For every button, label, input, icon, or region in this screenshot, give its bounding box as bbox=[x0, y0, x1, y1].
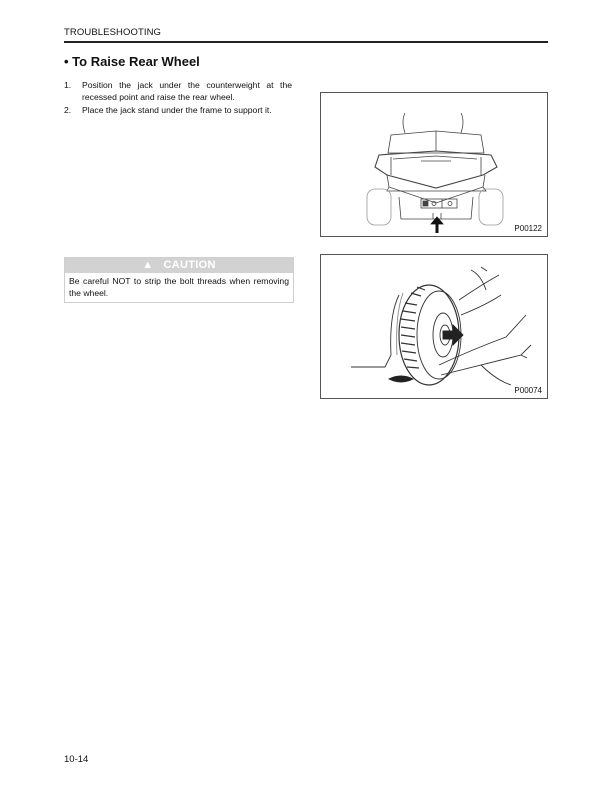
warning-triangle-icon: ▲ bbox=[142, 259, 154, 271]
caution-heading bbox=[65, 258, 293, 273]
figure-label: P00074 bbox=[514, 386, 542, 395]
list-item bbox=[64, 79, 292, 103]
forklift-rear-illustration bbox=[321, 93, 547, 236]
figure-rear-view bbox=[320, 92, 548, 237]
page-title: • To Raise Rear Wheel bbox=[64, 54, 200, 69]
section-header: TROUBLESHOOTING bbox=[64, 27, 162, 38]
step-number: 2. bbox=[64, 105, 72, 116]
wheel-removal-illustration bbox=[321, 255, 547, 398]
caution-text: Be careful NOT to strip the bolt threads when removing the wheel. bbox=[69, 276, 289, 298]
page-number: 10-14 bbox=[64, 754, 89, 765]
figure-label: P00122 bbox=[514, 224, 542, 233]
header-divider bbox=[64, 41, 548, 43]
caution-label: CAUTION bbox=[163, 259, 216, 271]
step-text: Place the jack stand under the frame to support it. bbox=[82, 105, 272, 116]
steps-list bbox=[64, 79, 292, 118]
figure-remove-wheel bbox=[320, 254, 548, 399]
step-text: Position the jack under the counterweight at the recessed point and raise the rear wheel. bbox=[82, 80, 292, 103]
caution-box bbox=[64, 257, 294, 303]
list-item bbox=[64, 104, 292, 116]
step-number: 1. bbox=[64, 80, 72, 90]
